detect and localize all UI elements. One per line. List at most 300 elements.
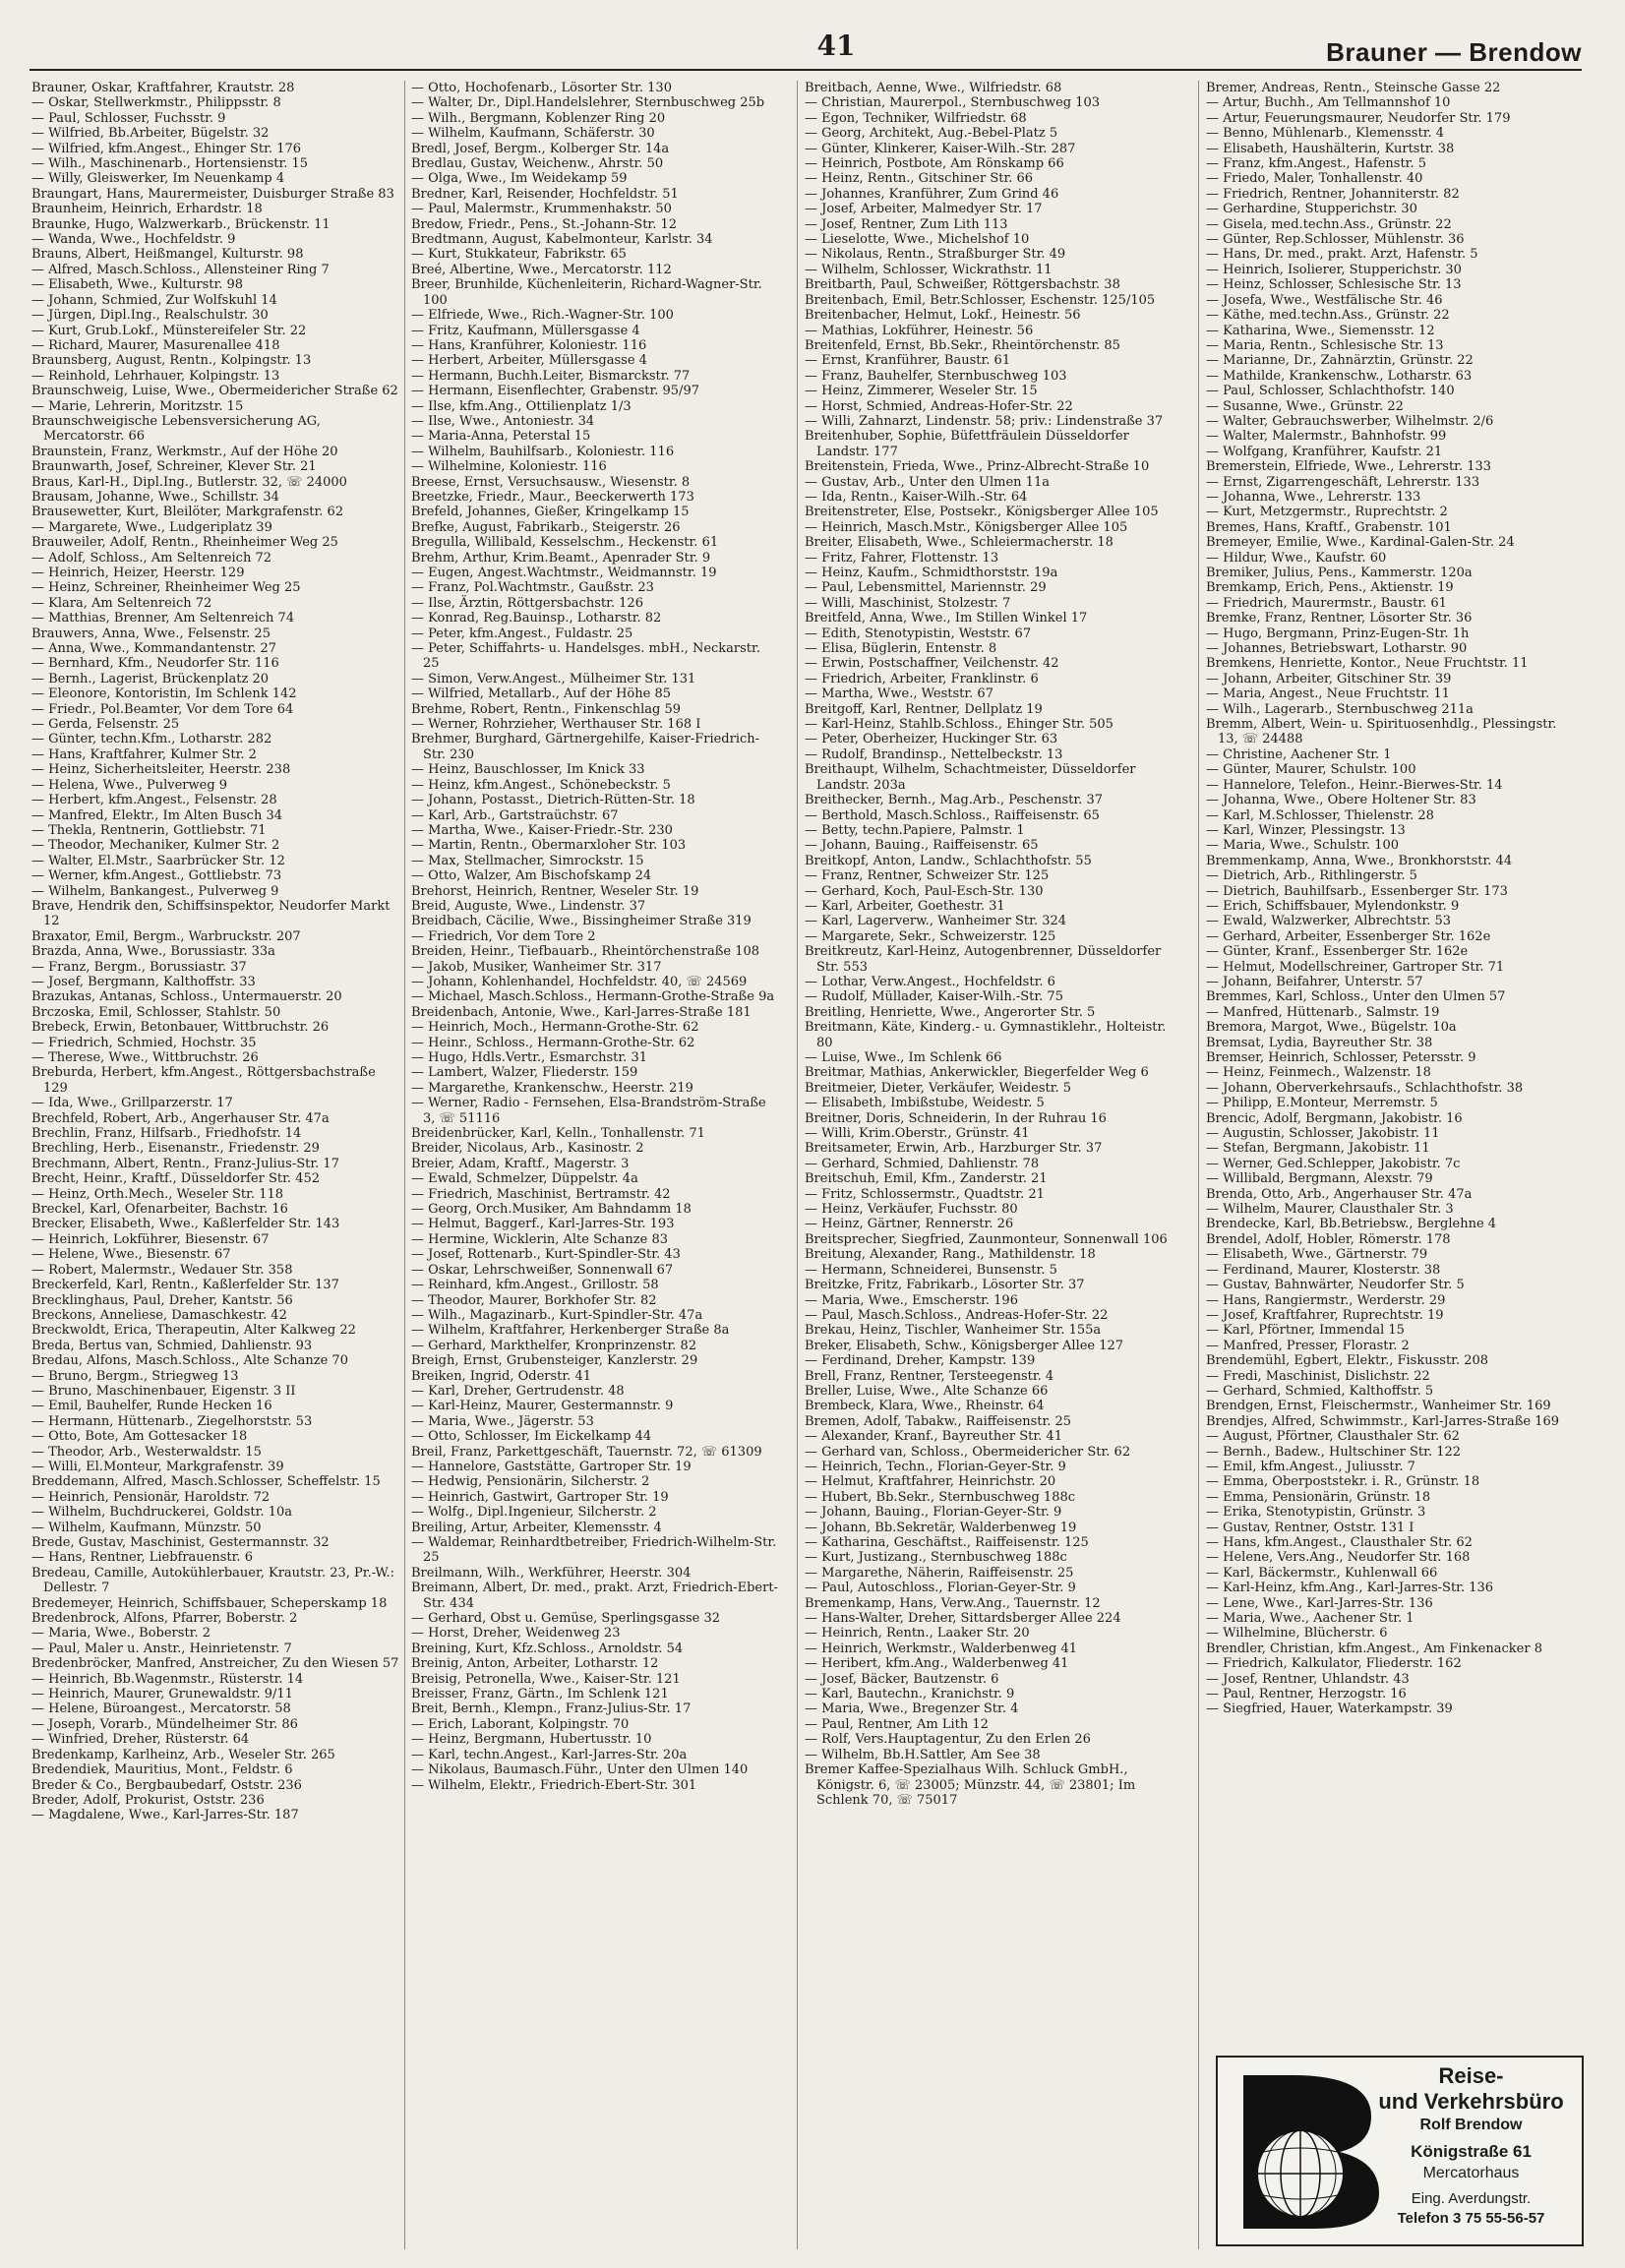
directory-entry: Breitling, Henriette, Wwe., Angerorter Str. 5: [805, 1004, 1096, 1020]
directory-entry: — Karl, Arb., Gartstraüchstr. 67: [411, 807, 619, 823]
directory-entry: Bredeau, Camille, Autokühlerbauer, Krautstr. 23, Pr.-W.: Dellestr. 7: [31, 1565, 394, 1596]
directory-entry: — Margarethe, Krankenschw., Heerstr. 219: [411, 1080, 693, 1096]
directory-entry: Bremke, Franz, Rentner, Lösorter Str. 36: [1206, 611, 1473, 627]
directory-entry: — Johann, Schmied, Zur Wolfskuhl 14: [31, 292, 277, 308]
directory-entry: Breidenbach, Antonie, Wwe., Karl-Jarres-Straße 181: [411, 1004, 752, 1020]
directory-entry: Bremser, Heinrich, Schlosser, Petersstr. 9: [1206, 1050, 1476, 1065]
directory-entry: — Fritz, Fahrer, Flottenstr. 13: [805, 550, 999, 566]
directory-entry: — Werner, Rohrzieher, Werthauser Str. 168 I: [411, 717, 701, 733]
directory-entry: — Johann, Bauing., Raiffeisenstr. 65: [805, 838, 1039, 854]
directory-entry: — Günter, Rep.Schlosser, Mühlenstr. 36: [1206, 232, 1465, 248]
directory-entry: — Hermann, Eisenflechter, Grabenstr. 95/97: [411, 384, 699, 399]
directory-entry: Bremkamp, Erich, Pens., Aktienstr. 19: [1206, 580, 1454, 596]
ad-headline: und Verkehrsbüro: [1378, 2089, 1564, 2114]
directory-entry: — Karl, Bautechn., Kranichstr. 9: [805, 1687, 1015, 1702]
directory-entry: Brendgen, Ernst, Fleischermstr., Wanheimer Str. 169: [1206, 1399, 1551, 1414]
directory-entry: Breese, Ernst, Versuchsausw., Wiesenstr. 8: [411, 474, 691, 490]
directory-entry: — Otto, Schlosser, Im Eickelkamp 44: [411, 1429, 652, 1445]
directory-entry: — Werner, Radio - Fernsehen, Elsa-Brandström-Straße 3, ☏ 51116: [411, 1096, 766, 1126]
directory-entry: Brauns, Albert, Heißmangel, Kulturstr. 98: [31, 247, 304, 263]
directory-entry: Bredl, Josef, Bergm., Kolberger Str. 14a: [411, 141, 670, 156]
directory-entry: — Ferdinand, Maurer, Klosterstr. 38: [1206, 1262, 1441, 1278]
directory-entry: — Maria, Rentn., Schlesische Str. 13: [1206, 337, 1444, 353]
directory-entry: — Thekla, Rentnerin, Gottliebstr. 71: [31, 822, 267, 838]
directory-entry: — Heinrich, Rentn., Laaker Str. 20: [805, 1626, 1030, 1641]
running-head: Brauner — Brendow: [1326, 37, 1582, 67]
directory-entry: — Manfred, Elektr., Im Alten Busch 34: [31, 807, 282, 823]
directory-entry: Bremmes, Karl, Schloss., Unter den Ulmen 57: [1206, 989, 1506, 1005]
directory-entry: — Maria-Anna, Peterstal 15: [411, 429, 591, 445]
advertisement-text: [1365, 2063, 1577, 2229]
directory-entry: — Reinhold, Lehrhauer, Kolpingstr. 13: [31, 368, 280, 384]
ad-building: Mercatorhaus: [1422, 2165, 1520, 2181]
directory-entry: — Peter, Schiffahrts- u. Handelsges. mbH., Neckarstr. 25: [411, 641, 760, 672]
directory-entry: Brausam, Johanne, Wwe., Schillstr. 34: [31, 489, 279, 505]
directory-entry: — Gerhard, Koch, Paul-Esch-Str. 130: [805, 883, 1044, 899]
directory-entry: Braunschweigische Lebensversicherung AG, Mercatorstr. 66: [31, 413, 321, 445]
directory-column-1: [31, 81, 399, 2249]
directory-entry: Breitenfeld, Ernst, Bb.Sekr., Rheintörchenstr. 85: [805, 337, 1120, 353]
directory-entry: — Willy, Gleiswerker, Im Neuenkamp 4: [31, 171, 285, 187]
directory-entry: Breil, Franz, Parkettgeschäft, Tauernstr. 72, ☏ 61309: [411, 1444, 762, 1460]
directory-entry: — Oskar, Stellwerkmstr., Philippsstr. 8: [31, 95, 281, 111]
directory-entry: — Simon, Verw.Angest., Mülheimer Str. 131: [411, 671, 696, 686]
directory-entry: — Willibald, Bergmann, Alexstr. 79: [1206, 1171, 1433, 1187]
directory-entry: Breitenstreter, Else, Postsekr., Königsberger Allee 105: [805, 505, 1159, 520]
directory-entry: — Wilhelm, Kraftfahrer, Herkenberger Straße 8a: [411, 1323, 730, 1339]
directory-entry: — Georg, Architekt, Aug.-Bebel-Platz 5: [805, 126, 1058, 142]
directory-entry: — Adolf, Schloss., Am Seltenreich 72: [31, 550, 272, 566]
directory-entry: — Josef, Rottenarb., Kurt-Spindler-Str. 43: [411, 1247, 681, 1263]
directory-entry: — Paul, Rentner, Herzogstr. 16: [1206, 1687, 1407, 1702]
directory-entry: — Lambert, Walzer, Fliederstr. 159: [411, 1065, 638, 1081]
directory-entry: — Siegfried, Hauer, Waterkampstr. 39: [1206, 1701, 1453, 1717]
directory-entry: — Maria, Wwe., Bregenzer Str. 4: [805, 1701, 1019, 1717]
directory-entry: — Werner, kfm.Angest., Gottliebstr. 73: [31, 868, 282, 884]
directory-entry: — Augustin, Schlosser, Jakobistr. 11: [1206, 1126, 1440, 1142]
directory-entry: — Heinrich, Gastwirt, Gartroper Str. 19: [411, 1489, 669, 1505]
directory-entry: — Friedrich, Kalkulator, Fliederstr. 162: [1206, 1656, 1462, 1672]
directory-entry: — Katharina, Wwe., Siemensstr. 12: [1206, 323, 1435, 338]
directory-entry: Breitmann, Käte, Kinderg.- u. Gymnastiklehr., Holteistr. 80: [805, 1020, 1167, 1050]
directory-entry: — Paul, Schlosser, Fuchsstr. 9: [31, 110, 226, 126]
directory-entry: — Kurt, Stukkateur, Fabrikstr. 65: [411, 247, 627, 263]
directory-entry: — Michael, Masch.Schloss., Hermann-Grothe-Straße 9a: [411, 989, 775, 1005]
directory-entry: — Otto, Walzer, Am Bischofskamp 24: [411, 868, 652, 884]
directory-entry: — Ferdinand, Dreher, Kampstr. 139: [805, 1353, 1036, 1369]
directory-entry: Brencic, Adolf, Bergmann, Jakobistr. 16: [1206, 1110, 1463, 1126]
directory-entry: — Konrad, Reg.Bauinsp., Lotharstr. 82: [411, 611, 662, 627]
directory-entry: — Wilhelm, Kaufmann, Schäferstr. 30: [411, 126, 655, 142]
directory-entry: — Friedrich, Vor dem Tore 2: [411, 928, 596, 944]
directory-entry: Breer, Brunhilde, Küchenleiterin, Richard-Wagner-Str. 100: [411, 277, 762, 308]
directory-entry: — Gustav, Bahnwärter, Neudorfer Str. 5: [1206, 1278, 1465, 1293]
directory-entry: — Walter, Malermstr., Bahnhofstr. 99: [1206, 429, 1447, 445]
directory-entry: Brausewetter, Kurt, Bleilöter, Markgrafenstr. 62: [31, 505, 344, 520]
directory-entry: — Paul, Autoschloss., Florian-Geyer-Str. 9: [805, 1581, 1076, 1596]
directory-entry: — Johann, Bauing., Florian-Geyer-Str. 9: [805, 1505, 1062, 1521]
directory-entry: — Margarete, Wwe., Ludgeriplatz 39: [31, 519, 272, 535]
ad-telephone: Telefon 3 75 55-56-57: [1397, 2210, 1545, 2227]
directory-entry: — Ilse, Ärztin, Röttgersbachstr. 126: [411, 595, 643, 611]
directory-entry: — Gerhard, Schmied, Dahlienstr. 78: [805, 1156, 1040, 1171]
directory-entry: Breetzke, Friedr., Maur., Beeckerwerth 173: [411, 489, 694, 505]
directory-entry: — Alexander, Kranf., Bayreuther Str. 41: [805, 1429, 1062, 1445]
directory-column-4: [1206, 81, 1574, 2249]
directory-entry: — Wilfried, Metallarb., Auf der Höhe 85: [411, 686, 671, 702]
directory-entry: Brendecke, Karl, Bb.Betriebsw., Berglehne 4: [1206, 1217, 1497, 1232]
directory-entry: — Bruno, Maschinenbauer, Eigenstr. 3 II: [31, 1383, 296, 1399]
directory-entry: Brecker, Elisabeth, Wwe., Kaßlerfelder Str. 143: [31, 1217, 340, 1232]
directory-entry: — Karl-Heinz, Maurer, Gestermannstr. 9: [411, 1399, 674, 1414]
directory-entry: Breitzke, Fritz, Fabrikarb., Lösorter Str. 37: [805, 1278, 1085, 1293]
column-divider: [797, 81, 798, 2249]
directory-entry: — Heribert, kfm.Ang., Walderbenweg 41: [805, 1656, 1069, 1672]
directory-entry: — Karl, Pförtner, Immendal 15: [1206, 1323, 1405, 1339]
directory-entry: — Karl, M.Schlosser, Thielenstr. 28: [1206, 807, 1434, 823]
directory-entry: Brazukas, Antanas, Schloss., Untermauerstr. 20: [31, 989, 342, 1005]
directory-entry: Breit, Bernh., Klempn., Franz-Julius-Str. 17: [411, 1701, 692, 1717]
directory-entry: — Hermine, Wicklerin, Alte Schanze 83: [411, 1231, 668, 1247]
directory-entry: — Artur, Feuerungsmaurer, Neudorfer Str. 179: [1206, 110, 1511, 126]
directory-entry: — Karl, Lagerverw., Wanheimer Str. 324: [805, 914, 1067, 929]
directory-entry: — Elisa, Büglerin, Entenstr. 8: [805, 641, 997, 657]
directory-entry: — Heinrich, Pensionär, Haroldstr. 72: [31, 1489, 271, 1505]
directory-entry: — Günter, Kranf., Essenberger Str. 162e: [1206, 944, 1469, 960]
directory-entry: — Friedrich, Maurermstr., Baustr. 61: [1206, 595, 1447, 611]
directory-entry: Breitmeier, Dieter, Verkäufer, Weidestr. 5: [805, 1080, 1072, 1096]
directory-entry: — Hans-Walter, Dreher, Sittardsberger Allee 224: [805, 1611, 1121, 1627]
directory-entry: Breckerfeld, Karl, Rentn., Kaßlerfelder Str. 137: [31, 1278, 339, 1293]
directory-entry: Breder, Adolf, Prokurist, Oststr. 236: [31, 1792, 265, 1808]
directory-entry: Breiken, Ingrid, Oderstr. 41: [411, 1368, 591, 1384]
directory-entry: — Paul, Masch.Schloss., Andreas-Hofer-Str. 22: [805, 1307, 1109, 1323]
directory-entry: — Gerhard, Obst u. Gemüse, Sperlingsgasse 32: [411, 1611, 720, 1627]
directory-entry: — Gerhard, Arbeiter, Essenberger Str. 162e: [1206, 928, 1491, 944]
directory-entry: Breiling, Artur, Arbeiter, Klemensstr. 4: [411, 1520, 662, 1535]
directory-entry: — Josef, Arbeiter, Malmedyer Str. 17: [805, 202, 1043, 217]
directory-entry: Breitmar, Mathias, Ankerwickler, Biegerfelder Weg 6: [805, 1065, 1149, 1081]
directory-entry: Brembeck, Klara, Wwe., Rheinstr. 64: [805, 1399, 1045, 1414]
directory-entry: Bredow, Friedr., Pens., St.-Johann-Str. 12: [411, 216, 678, 232]
directory-entry: — Josef, Bergmann, Kalthoffstr. 33: [31, 974, 256, 989]
directory-entry: Breisig, Petronella, Wwe., Kaiser-Str. 121: [411, 1671, 681, 1687]
directory-entry: — Mathilde, Krankenschw., Lotharstr. 63: [1206, 368, 1473, 384]
directory-entry: — Willi, Krim.Oberstr., Grünstr. 41: [805, 1126, 1030, 1142]
directory-entry: — Heinz, Schreiner, Rheinheimer Weg 25: [31, 580, 301, 596]
directory-entry: Breckons, Anneliese, Damaschkestr. 42: [31, 1307, 287, 1323]
directory-entry: Breker, Elisabeth, Schw., Königsberger Allee 127: [805, 1338, 1124, 1353]
directory-entry: Breinig, Anton, Arbeiter, Lotharstr. 12: [411, 1656, 659, 1672]
directory-entry: — Josefa, Wwe., Westfälische Str. 46: [1206, 292, 1443, 308]
directory-entry: Bremeyer, Emilie, Wwe., Kardinal-Galen-Str. 24: [1206, 535, 1515, 551]
directory-entry: — Kurt, Justizang., Sternbuschweg 188c: [805, 1550, 1067, 1566]
directory-entry: — Martha, Wwe., Weststr. 67: [805, 686, 993, 702]
directory-entry: — Erwin, Postschaffner, Veilchenstr. 42: [805, 656, 1059, 672]
directory-entry: — Paul, Rentner, Am Lith 12: [805, 1716, 989, 1732]
directory-entry: — Johann, Postasst., Dietrich-Rütten-Str. 18: [411, 793, 695, 808]
directory-entry: Brefke, August, Fabrikarb., Steigerstr. 26: [411, 519, 681, 535]
directory-entry: — Hannelore, Gaststätte, Gartroper Str. 19: [411, 1459, 692, 1474]
directory-entry: — Hermann, Schneiderei, Bunsenstr. 5: [805, 1262, 1057, 1278]
directory-entry: — Hans, Kranführer, Koloniestr. 116: [411, 337, 647, 353]
directory-entry: Breier, Adam, Kraftf., Magerstr. 3: [411, 1156, 630, 1171]
directory-entry: — Fritz, Kaufmann, Müllersgasse 4: [411, 323, 640, 338]
directory-entry: Breid, Auguste, Wwe., Lindenstr. 37: [411, 898, 646, 914]
directory-entry: — Gerhard, Schmied, Kalthoffstr. 5: [1206, 1383, 1434, 1399]
directory-entry: Breining, Kurt, Kfz.Schloss., Arnoldstr. 54: [411, 1641, 684, 1656]
directory-entry: Breitenbach, Emil, Betr.Schlosser, Eschenstr. 125/105: [805, 292, 1156, 308]
directory-entry: — Oskar, Lehrschweißer, Sonnenwall 67: [411, 1262, 674, 1278]
directory-entry: Breitschuh, Emil, Kfm., Zanderstr. 21: [805, 1171, 1048, 1187]
directory-entry: — Hubert, Bb.Sekr., Sternbuschweg 188c: [805, 1489, 1076, 1505]
directory-entry: — Heinrich, Techn., Florian-Geyer-Str. 9: [805, 1459, 1066, 1474]
directory-entry: Brendjes, Alfred, Schwimmstr., Karl-Jarres-Straße 169: [1206, 1413, 1560, 1429]
directory-entry: — Ida, Wwe., Grillparzerstr. 17: [31, 1096, 233, 1111]
directory-entry: — Maria, Wwe., Emscherstr. 196: [805, 1292, 1018, 1308]
directory-entry: — Emil, kfm.Angest., Juliusstr. 7: [1206, 1459, 1415, 1474]
directory-entry: Breitenstein, Frieda, Wwe., Prinz-Albrecht-Straße 10: [805, 459, 1150, 475]
directory-entry: — Walter, Gebrauchswerber, Wilhelmstr. 2/6: [1206, 413, 1494, 429]
directory-entry: Brazda, Anna, Wwe., Borussiastr. 33a: [31, 944, 275, 960]
directory-entry: Bremen, Adolf, Tabakw., Raiffeisenstr. 25: [805, 1413, 1072, 1429]
ad-headline: Reise-: [1438, 2063, 1504, 2088]
directory-entry: — Kurt, Metzgermstr., Ruprechtstr. 2: [1206, 505, 1448, 520]
directory-entry: Brauweiler, Adolf, Rentn., Rheinheimer Weg 25: [31, 535, 338, 551]
directory-entry: — Heinrich, Moch., Hermann-Grothe-Str. 62: [411, 1020, 699, 1036]
directory-entry: — Margarethe, Näherin, Raiffeisenstr. 25: [805, 1565, 1074, 1581]
directory-column-3: [805, 81, 1173, 2249]
directory-entry: — Kurt, Grub.Lokf., Münstereifeler Str. 22: [31, 323, 307, 338]
column-divider: [404, 81, 405, 2249]
directory-entry: — Hans, kfm.Angest., Clausthaler Str. 62: [1206, 1535, 1473, 1550]
directory-entry: — Wilh., Maschinenarb., Hortensienstr. 15: [31, 156, 309, 172]
page-header: [30, 26, 1582, 69]
directory-entry: — Erich, Schiffsbauer, Mylendonkstr. 9: [1206, 898, 1460, 914]
directory-entry: Bremenkamp, Hans, Verw.Ang., Tauernstr. 12: [805, 1595, 1101, 1611]
directory-entry: — Heinrich, Postbote, Am Rönskamp 66: [805, 156, 1064, 172]
directory-entry: — Johann, Oberverkehrsaufs., Schlachthofstr. 38: [1206, 1080, 1524, 1096]
directory-entry: Braxator, Emil, Bergm., Warbruckstr. 207: [31, 928, 301, 944]
directory-entry: Breitenhuber, Sophie, Büfettfräulein Düsseldorfer Landstr. 177: [805, 429, 1129, 459]
directory-entry: Brave, Hendrik den, Schiffsinspektor, Neudorfer Markt 12: [31, 898, 391, 929]
directory-entry: — Ewald, Walzwerker, Albrechtstr. 53: [1206, 914, 1452, 929]
directory-entry: Bremerstein, Elfriede, Wwe., Lehrerstr. 133: [1206, 459, 1492, 475]
directory-entry: Braunke, Hugo, Walzwerkarb., Brückenstr. 11: [31, 216, 331, 232]
directory-entry: — Franz, Bergm., Borussiastr. 37: [31, 959, 247, 975]
directory-entry: — Elisabeth, Wwe., Gärtnerstr. 79: [1206, 1247, 1428, 1263]
directory-entry: — Elfriede, Wwe., Rich.-Wagner-Str. 100: [411, 308, 674, 324]
directory-entry: — Richard, Maurer, Masurenallee 418: [31, 337, 280, 353]
directory-entry: — Edith, Stenotypistin, Weststr. 67: [805, 626, 1032, 641]
directory-entry: — Wilhelm, Bauhilfsarb., Koloniestr. 116: [411, 444, 675, 459]
directory-entry: — Margarete, Sekr., Schweizerstr. 125: [805, 928, 1056, 944]
directory-entry: — Wanda, Wwe., Hochfeldstr. 9: [31, 232, 236, 248]
directory-entry: — Franz, Pol.Wachtmstr., Gaußstr. 23: [411, 580, 654, 596]
directory-entry: — Robert, Malermstr., Wedauer Str. 358: [31, 1262, 293, 1278]
directory-entry: — Günter, techn.Kfm., Lotharstr. 282: [31, 732, 272, 747]
directory-entry: — Hannelore, Telefon., Heinr.-Bierwes-Str. 14: [1206, 777, 1503, 793]
ad-address: Königstraße 61: [1411, 2142, 1532, 2161]
directory-entry: Brauwers, Anna, Wwe., Felsenstr. 25: [31, 626, 271, 641]
directory-entry: — Ilse, Wwe., Antoniestr. 34: [411, 413, 595, 429]
directory-entry: Breda, Bertus van, Schmied, Dahlienstr. 93: [31, 1338, 313, 1353]
directory-entry: — Paul, Maler u. Anstr., Heinrietenstr. 7: [31, 1641, 292, 1656]
directory-entry: — Manfred, Hüttenarb., Salmstr. 19: [1206, 1004, 1440, 1020]
directory-entry: — Wilfried, Bb.Arbeiter, Bügelstr. 32: [31, 126, 270, 142]
directory-entry: Breidenbrücker, Karl, Kelln., Tonhallenstr. 71: [411, 1126, 705, 1142]
directory-entry: — Eleonore, Kontoristin, Im Schlenk 142: [31, 686, 297, 702]
directory-entry: — Rudolf, Brandinsp., Nettelbeckstr. 13: [805, 746, 1063, 762]
directory-entry: Braungart, Hans, Maurermeister, Duisburger Straße 83: [31, 186, 394, 202]
directory-entry: — Theodor, Maurer, Borkhofer Str. 82: [411, 1292, 657, 1308]
directory-entry: — Winfried, Dreher, Rüsterstr. 64: [31, 1732, 250, 1748]
directory-entry: Bredendiek, Mauritius, Mont., Feldstr. 6: [31, 1762, 293, 1778]
directory-entry: — Karl-Heinz, Stahlb.Schloss., Ehinger Str. 505: [805, 717, 1113, 733]
directory-entry: — Heinrich, Isolierer, Stupperichstr. 30: [1206, 262, 1462, 277]
directory-entry: — Friedo, Maler, Tonhallenstr. 40: [1206, 171, 1423, 187]
globe-icon: [1224, 2067, 1389, 2233]
directory-entry: — Benno, Mühlenarb., Klemensstr. 4: [1206, 126, 1445, 142]
directory-entry: — Gerhardine, Stupperichstr. 30: [1206, 202, 1417, 217]
directory-entry: Bredenkamp, Karlheinz, Arb., Weseler Str. 265: [31, 1747, 335, 1762]
directory-entry: — Helene, Wwe., Biesenstr. 67: [31, 1247, 231, 1263]
directory-entry: — Bernh., Lagerist, Brückenplatz 20: [31, 671, 270, 686]
directory-entry: Braunsberg, August, Rentn., Kolpingstr. 13: [31, 353, 312, 369]
directory-entry: — Peter, Oberheizer, Huckinger Str. 63: [805, 732, 1058, 747]
directory-entry: — Rudolf, Müllader, Kaiser-Wilh.-Str. 75: [805, 989, 1063, 1005]
directory-entry: — Willi, Maschinist, Stolzestr. 7: [805, 595, 1011, 611]
directory-entry: — Käthe, med.techn.Ass., Grünstr. 22: [1206, 308, 1450, 324]
directory-entry: — Heinz, kfm.Angest., Schönebeckstr. 5: [411, 777, 671, 793]
directory-entry: — Heinz, Gärtner, Rennerstr. 26: [805, 1217, 1014, 1232]
directory-entry: — Heinz, Zimmerer, Weseler Str. 15: [805, 384, 1038, 399]
directory-entry: — Wolfgang, Kranführer, Kaufstr. 21: [1206, 444, 1443, 459]
directory-entry: — Friedrich, Rentner, Johanniterstr. 82: [1206, 186, 1460, 202]
directory-entry: Breitfeld, Anna, Wwe., Im Stillen Winkel 17: [805, 611, 1088, 627]
directory-entry: — Wilhelm, Elektr., Friedrich-Ebert-Str. 301: [411, 1777, 697, 1793]
directory-entry: Brehmer, Burghard, Gärtnergehilfe, Kaiser-Friedrich-Str. 230: [411, 732, 760, 762]
directory-entry: — Max, Stellmacher, Simrockstr. 15: [411, 853, 644, 868]
directory-entry: — Wilhelmine, Koloniestr. 116: [411, 459, 607, 475]
directory-entry: Breller, Luise, Wwe., Alte Schanze 66: [805, 1383, 1049, 1399]
directory-entry: — Hermann, Buchh.Leiter, Bismarckstr. 77: [411, 368, 691, 384]
directory-entry: — Rolf, Vers.Hauptagentur, Zu den Erlen 26: [805, 1732, 1091, 1748]
directory-entry: — Josef, Rentner, Zum Lith 113: [805, 216, 1008, 232]
directory-column-2: [411, 81, 779, 2249]
directory-entry: — Karl, Bäckermstr., Kuhlenwall 66: [1206, 1565, 1438, 1581]
directory-entry: — Gerhard, Markthelfer, Kronprinzenstr. 82: [411, 1338, 697, 1353]
directory-entry: Breitgoff, Karl, Rentner, Dellplatz 19: [805, 701, 1043, 717]
directory-entry: — Katharina, Geschäftst., Raiffeisenstr. 125: [805, 1535, 1089, 1550]
directory-entry: — Wilhelm, Maurer, Clausthaler Str. 3: [1206, 1202, 1454, 1218]
directory-entry: — Berthold, Masch.Schloss., Raiffeisenstr. 65: [805, 807, 1100, 823]
directory-entry: — Eugen, Angest.Wachtmstr., Weidmannstr. 19: [411, 566, 717, 580]
header-rule: [30, 69, 1582, 71]
directory-entry: — Karl, techn.Angest., Karl-Jarres-Str. 20a: [411, 1747, 688, 1762]
directory-entry: — Johann, Bb.Sekretär, Walderbenweg 19: [805, 1520, 1077, 1535]
directory-entry: — Heinz, Rentn., Gitschiner Str. 66: [805, 171, 1034, 187]
directory-entry: — Fritz, Schlossermstr., Quadtstr. 21: [805, 1186, 1045, 1202]
directory-entry: — Friedr., Pol.Beamter, Vor dem Tore 64: [31, 701, 294, 717]
directory-entry: Breitsameter, Erwin, Arb., Harzburger Str. 37: [805, 1141, 1103, 1157]
directory-entry: — Heinrich, Maurer, Grunewaldstr. 9/11: [31, 1687, 293, 1702]
page-number: 41: [816, 30, 856, 62]
directory-entry: — Elisabeth, Wwe., Kulturstr. 98: [31, 277, 244, 293]
directory-entry: — Helena, Wwe., Pulverweg 9: [31, 777, 228, 793]
directory-entry: — Heinz, Feinmech., Walzenstr. 18: [1206, 1065, 1431, 1081]
directory-entry: — Peter, kfm.Angest., Fuldastr. 25: [411, 626, 633, 641]
directory-entry: Breckwoldt, Erica, Therapeutin, Alter Kalkweg 22: [31, 1323, 356, 1339]
directory-entry: Breiden, Heinr., Tiefbauarb., Rheintörchenstraße 108: [411, 944, 760, 960]
directory-entry: Breckel, Karl, Ofenarbeiter, Bachstr. 16: [31, 1202, 288, 1218]
directory-entry: — Emil, Bauhelfer, Runde Hecken 16: [31, 1399, 272, 1414]
directory-entry: — Philipp, E.Monteur, Merremstr. 5: [1206, 1096, 1438, 1111]
directory-entry: Bredtmann, August, Kabelmonteur, Karlstr. 34: [411, 232, 713, 248]
directory-entry: Breidbach, Cäcilie, Wwe., Bissingheimer Straße 319: [411, 914, 752, 929]
directory-entry: Bredemeyer, Heinrich, Schiffsbauer, Scheperskamp 18: [31, 1595, 388, 1611]
directory-entry: — Franz, Rentner, Schweizer Str. 125: [805, 868, 1050, 884]
directory-entry: — Hugo, Hdls.Vertr., Esmarchstr. 31: [411, 1050, 647, 1065]
directory-entry: — Marie, Lehrerin, Moritzstr. 15: [31, 398, 244, 414]
directory-entry: — Otto, Hochofenarb., Lösorter Str. 130: [411, 81, 672, 95]
directory-entry: — Friedrich, Arbeiter, Franklinstr. 6: [805, 671, 1039, 686]
directory-entry: — Elisabeth, Haushälterin, Kurtstr. 38: [1206, 141, 1455, 156]
directory-entry: — Herbert, kfm.Angest., Felsenstr. 28: [31, 793, 277, 808]
directory-entry: — Wilhelmine, Blücherstr. 6: [1206, 1626, 1388, 1641]
directory-entry: — Martin, Rentn., Obermarxloher Str. 103: [411, 838, 687, 854]
directory-entry: — Heinrich, Lokführer, Biesenstr. 67: [31, 1231, 270, 1247]
directory-entry: Breithecker, Bernh., Mag.Arb., Peschenstr. 37: [805, 793, 1103, 808]
directory-entry: — Dietrich, Arb., Rithlingerstr. 5: [1206, 868, 1417, 884]
directory-entry: — Karl, Dreher, Gertrudenstr. 48: [411, 1383, 625, 1399]
directory-entry: Bremkens, Henriette, Kontor., Neue Fruchtstr. 11: [1206, 656, 1529, 672]
directory-entry: Breithaupt, Wilhelm, Schachtmeister, Düsseldorfer Landstr. 203a: [805, 762, 1136, 793]
directory-entry: — Luise, Wwe., Im Schlenk 66: [805, 1050, 1002, 1065]
directory-entry: — Klara, Am Seltenreich 72: [31, 595, 212, 611]
directory-entry: Brekau, Heinz, Tischler, Wanheimer Str. 155a: [805, 1323, 1102, 1339]
directory-entry: — Johanna, Wwe., Obere Holtener Str. 83: [1206, 793, 1476, 808]
directory-entry: — Hugo, Bergmann, Prinz-Eugen-Str. 1h: [1206, 626, 1470, 641]
directory-entry: — Maria, Wwe., Jägerstr. 53: [411, 1413, 594, 1429]
directory-entry: — Mathias, Lokführer, Heinestr. 56: [805, 323, 1034, 338]
directory-entry: — Hedwig, Pensionärin, Silcherstr. 2: [411, 1474, 650, 1490]
directory-entry: — Gerda, Felsenstr. 25: [31, 717, 180, 733]
directory-entry: — Herbert, Arbeiter, Müllersgasse 4: [411, 353, 647, 369]
directory-entry: — Josef, Rentner, Uhlandstr. 43: [1206, 1671, 1410, 1687]
directory-entry: Breitung, Alexander, Rang., Mathildenstr. 18: [805, 1247, 1096, 1263]
directory-entry: Brehorst, Heinrich, Rentner, Weseler Str. 19: [411, 883, 699, 899]
directory-entry: — Theodor, Mechaniker, Kulmer Str. 2: [31, 838, 280, 854]
directory-entry: Bremes, Hans, Kraftf., Grabenstr. 101: [1206, 519, 1452, 535]
directory-entry: — Wilh., Lagerarb., Sternbuschweg 211a: [1206, 701, 1474, 717]
directory-entry: — Paul, Malermstr., Krummenhakstr. 50: [411, 202, 672, 217]
directory-entry: Brczoska, Emil, Schlosser, Stahlstr. 50: [31, 1004, 281, 1020]
directory-entry: — Lene, Wwe., Karl-Jarres-Str. 136: [1206, 1595, 1433, 1611]
directory-entry: — Heinz, Verkäufer, Fuchsstr. 80: [805, 1202, 1018, 1218]
directory-entry: — Lieselotte, Wwe., Michelshof 10: [805, 232, 1030, 248]
directory-entry: — Bernhard, Kfm., Neudorfer Str. 116: [31, 656, 279, 672]
directory-entry: — Heinrich, Bb.Wagenmstr., Rüsterstr. 14: [31, 1671, 304, 1687]
directory-entry: — Josef, Kraftfahrer, Ruprechtstr. 19: [1206, 1307, 1444, 1323]
directory-entry: Brehme, Robert, Rentn., Finkenschlag 59: [411, 701, 682, 717]
directory-entry: — Karl, Arbeiter, Goethestr. 31: [805, 898, 1005, 914]
directory-entry: Brehm, Arthur, Krim.Beamt., Apenrader Str. 9: [411, 550, 711, 566]
directory-entry: — Friedrich, Schmied, Hochstr. 35: [31, 1035, 257, 1050]
directory-entry: — Paul, Lebensmittel, Mariennstr. 29: [805, 580, 1047, 596]
directory-entry: Braunwarth, Josef, Schreiner, Klever Str. 21: [31, 459, 317, 475]
directory-entry: — Maria, Wwe., Schulstr. 100: [1206, 838, 1400, 854]
